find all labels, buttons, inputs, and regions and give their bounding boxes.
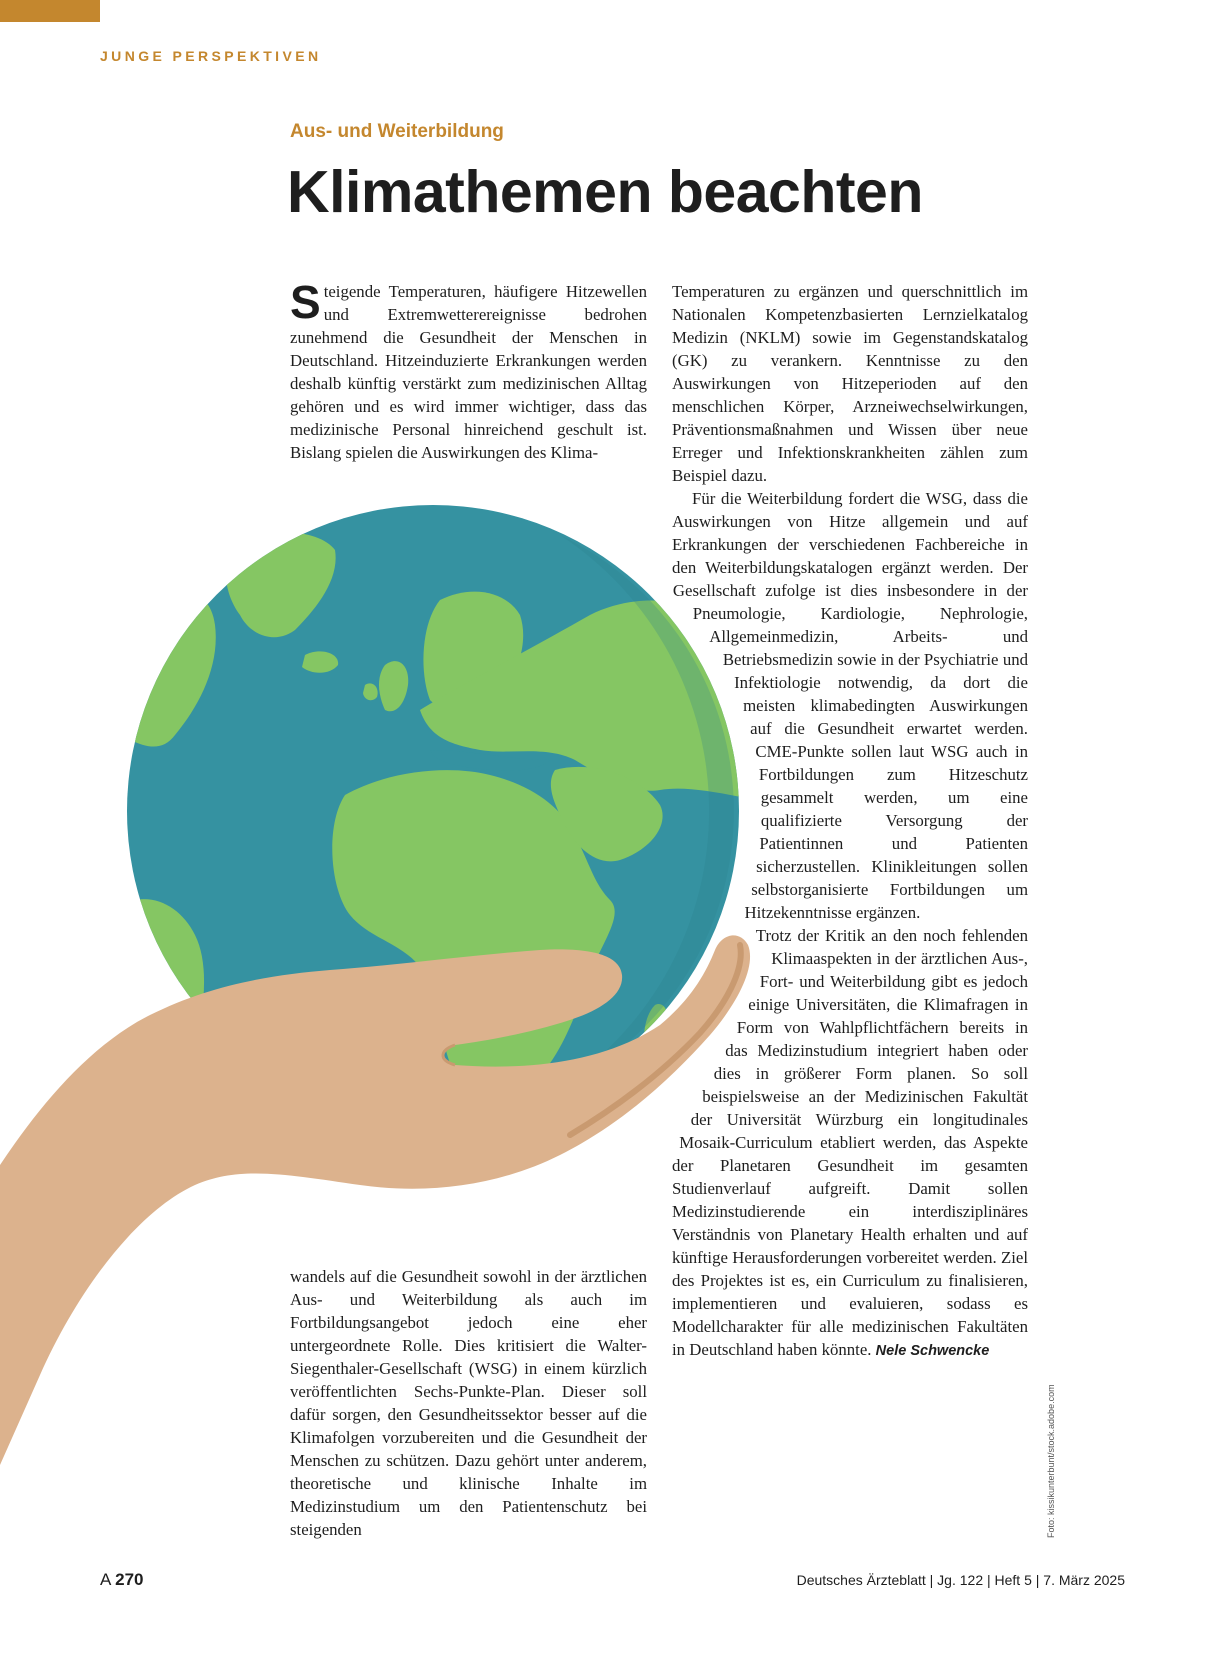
layout-spacer	[672, 602, 693, 625]
article-column-left-bottom	[290, 1265, 647, 1541]
layout-spacer	[672, 1016, 737, 1039]
layout-spacer	[672, 763, 759, 786]
article-kicker: Aus- und Weiterbildung	[290, 121, 504, 142]
article-text-left-top: teigende Temperaturen, häufigere Hitzewellen und Extremwetterereignisse bedrohen zunehmend die Gesundheit der Menschen in Deutschland. Hitzeinduzierte Erkrankungen werden deshalb künftig verstärkt zum medizinischen Alltag gehören und es wird immer wichtiger, dass das medizinische Personal hinreichend geschult ist. Bislang spielen die Auswirkungen des Klima-	[290, 282, 647, 462]
layout-spacer	[672, 1039, 725, 1062]
layout-spacer	[672, 809, 761, 832]
layout-spacer	[672, 878, 751, 901]
layout-spacer	[672, 717, 750, 740]
article-paragraph-2: Für die Weiterbildung fordert die WSG, dass die Auswirkungen von Hitze allgemein und auf Erkrankungen der verschiedenen Fachbereiche in den Weiterbildungskatalogen ergänzt werden. Der Gesellschaft zufolge ist dies insbesondere in der Pneumologie, Kardiologie, Nephrologie, Allgemeinmedizin, Arbeits- und Betriebsmedizin sowie in der Psychiatrie und Infektiologie notwendig, da dort die meisten klimabedingten Auswirkungen auf die Gesundheit erwartet werden. CME-Punkte sollen laut WSG auch in Fortbildungen zum Hitzeschutz gesammelt werden, um eine qualifizierte Versorgung der Patientinnen und Patienten sicherzustellen. Klinikleitungen sollen selbstorganisierte Fortbildungen um Hitzekenntnisse ergänzen.	[672, 489, 1028, 922]
page-number-value: 270	[115, 1570, 144, 1589]
page-number	[100, 1570, 144, 1590]
layout-spacer	[672, 1131, 679, 1154]
article-column-left-top	[290, 276, 647, 464]
layout-spacer	[672, 901, 744, 924]
layout-spacer	[672, 786, 761, 809]
article-paragraph-3: Trotz der Kritik an den noch fehlenden Klimaaspekten in der ärztlichen Aus-, Fort- und Weiterbildung gibt es jedoch einige Universitäten, die Klimafragen in Form von Wahlpflichtfächern bereits in das Medizinstudium integriert haben oder dies in größerer Form planen. So soll beispielsweise an der Medizinischen Fakultät der Universität Würzburg ein longitudinales Mosaik-Curriculum etabliert werden, das Aspekte der Planetaren Gesundheit im gesamten Studienverlauf aufgreift. Damit sollen Medizinstudierende ein interdisziplinäres Verständnis von Planetary Health erhalten und auf künftige Herausforderungen vorbereitet werden. Ziel des Projektes ist es, ein Curriculum zu finalisieren, implementieren und evaluieren, sodass es Modellcharakter für alle medizinischen Fakultäten in Deutschland haben könnte.	[672, 926, 1028, 1359]
layout-spacer	[672, 648, 723, 671]
article-text-left-bottom: wandels auf die Gesundheit sowohl in der ärztlichen Aus- und Weiterbildung als auch im Fortbildungsangebot jedoch eine eher untergeordnete Rolle. Dies kritisiert die Walter-Siegenthaler-Gesellschaft (WSG) in einem kürzlich veröffentlichten Sechs-Punkte-Plan. Dieser soll dafür sorgen, den Gesundheitssektor besser auf die Klimafolgen vorzubereiten und die Gesundheit der Menschen zu schützen. Dazu gehört unter anderem, theoretische und klinische Inhalte im Medizinstudium um den Patientenschutz bei steigenden	[290, 1267, 647, 1539]
layout-spacer	[672, 694, 743, 717]
layout-spacer	[672, 740, 755, 763]
article-title: Klimathemen beachten	[287, 159, 923, 225]
photo-credit: Foto: kissikunterbunt/stock.adobe.com	[1046, 1384, 1056, 1538]
layout-spacer	[672, 947, 771, 970]
layout-spacer	[672, 625, 709, 648]
layout-spacer	[672, 671, 734, 694]
layout-spacer	[672, 1085, 702, 1108]
layout-spacer	[672, 970, 760, 993]
drop-cap: S	[290, 276, 321, 328]
section-label: JUNGE PERSPEKTIVEN	[100, 48, 322, 64]
author-name: Nele Schwencke	[875, 1343, 990, 1359]
article-paragraph-1: Temperaturen zu ergänzen und querschnittlich im Nationalen Kompetenzbasierten Lernzielkatalog Medizin (NKLM) sowie im Gegenstandskatalog (GK) zu verankern. Kenntnisse zu den Auswirkungen von Hitzeperioden auf den menschlichen Körper, Arzneiwechselwirkungen, Präventionsmaßnahmen und Wissen über neue Erreger und Infektionskrankheiten zählen zum Beispiel dazu.	[672, 282, 1028, 485]
page-prefix: A	[100, 1570, 111, 1589]
article-column-right	[672, 280, 1028, 1363]
layout-spacer	[672, 855, 756, 878]
accent-bar	[0, 0, 100, 22]
layout-spacer	[672, 993, 748, 1016]
layout-spacer	[672, 1108, 691, 1131]
journal-citation: Deutsches Ärzteblatt | Jg. 122 | Heft 5 | 7. März 2025	[796, 1572, 1125, 1588]
layout-spacer	[672, 1062, 714, 1085]
layout-spacer	[672, 832, 759, 855]
layout-spacer	[672, 924, 736, 947]
